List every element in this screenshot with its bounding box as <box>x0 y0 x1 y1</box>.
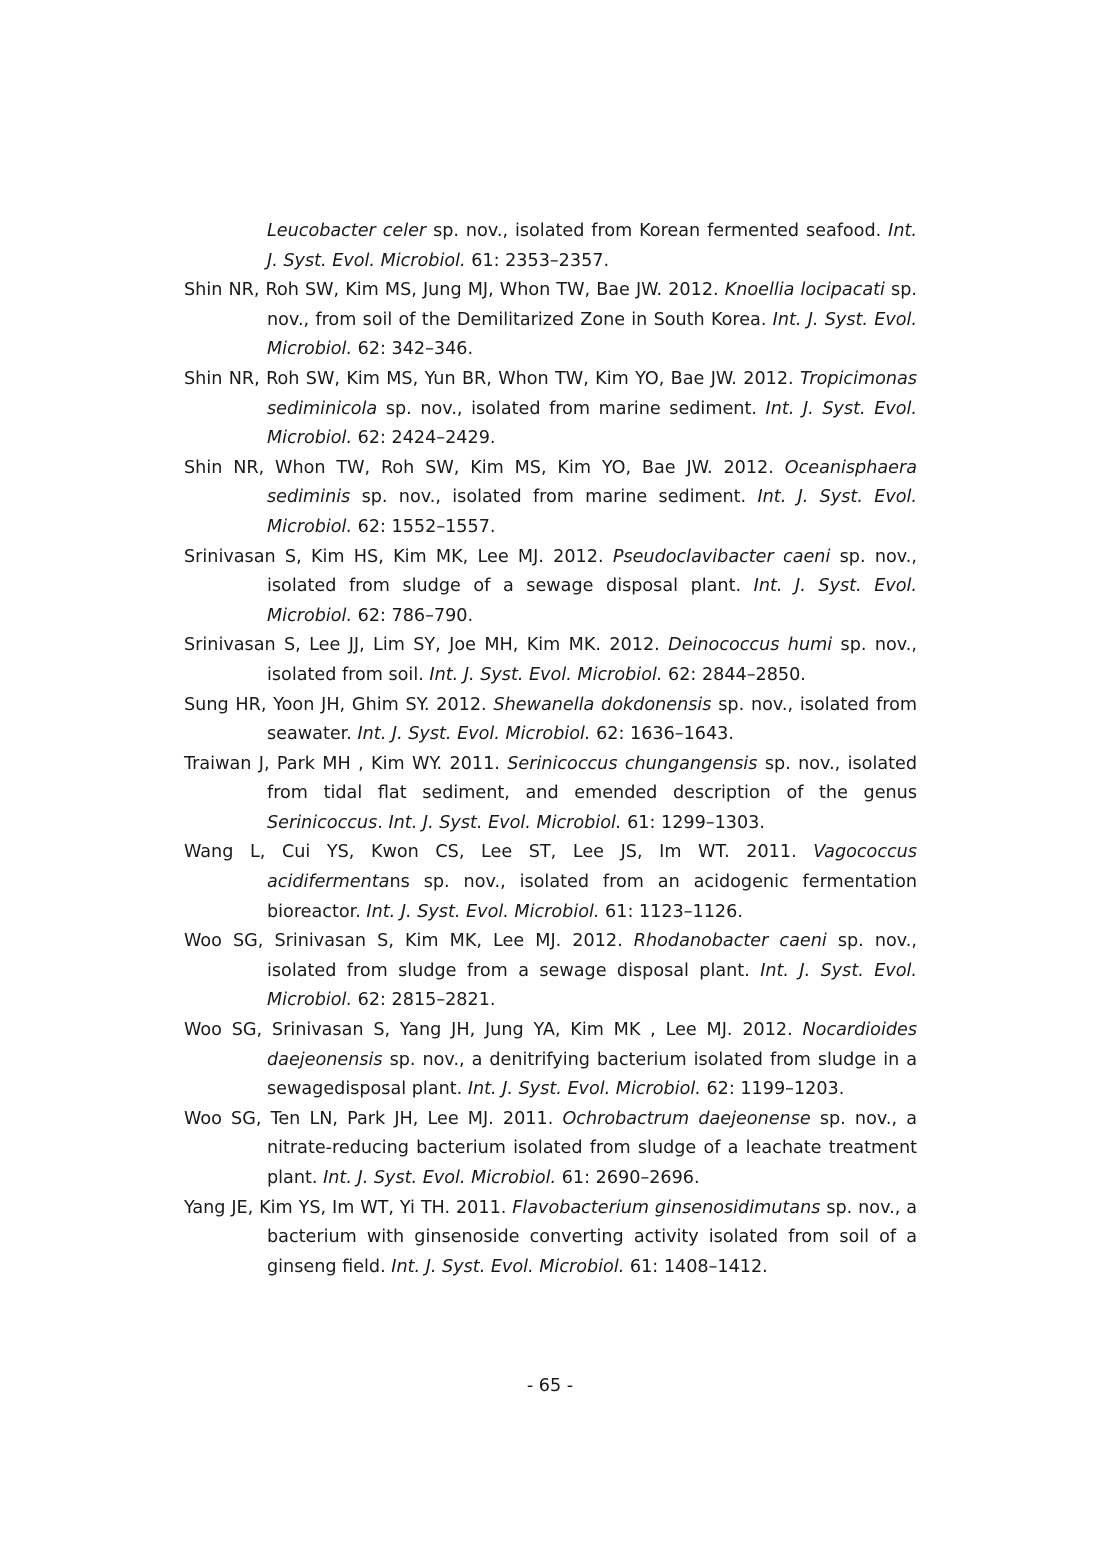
ref-text: sp. nov., isolated from soil. <box>267 635 917 685</box>
ref-text: sp. nov., isolated from tidal flat sediment, and emended description of the genus <box>267 753 918 804</box>
italic-text: Int. J. Syst. Evol. Microbiol. <box>267 576 918 626</box>
reference-entry <box>184 1105 917 1194</box>
ref-text: 62: 1199–1203. <box>700 1079 845 1100</box>
ref-text: 61: 1299–1303. <box>621 812 765 833</box>
ref-text: . <box>377 812 389 833</box>
reference-entry <box>184 631 917 690</box>
reference-entry <box>184 1016 917 1105</box>
ref-text: ns sp. nov., isolated from an acidogenic fermentation bioreactor. <box>267 872 917 922</box>
italic-text: Int. J. Syst. Evol. Microbiol. <box>467 1079 701 1100</box>
italic-text: Int. J. Syst. Evol. Microbiol. <box>391 1256 625 1277</box>
italic-text: Int. J. Syst. Evol. Microbiol. <box>267 221 917 271</box>
ref-text: sp. nov., a nitrate-reducing bacterium isolated from sludge of a leachate treatment plant. <box>267 1108 917 1188</box>
ref-text: 62: 786–790. <box>352 605 474 626</box>
ref-text: sp. nov., isolated from seawater. <box>267 694 918 745</box>
italic-text: Serinicoccus chungangensis <box>507 753 758 774</box>
italic-text: Int. J. Syst. Evol. Microbiol. <box>357 724 591 745</box>
ref-text: Traiwan J, Park MH , Kim WY. 2011. <box>184 753 508 774</box>
ref-text: Wang L, Cui YS, Kwon CS, Lee ST, Lee JS, Im WT. 2011. <box>184 842 814 863</box>
ref-text: 62: 1636–1643. <box>590 724 734 745</box>
ref-text: 62: 342–346. <box>352 339 474 360</box>
italic-text: Rhodanobacter caeni <box>633 931 827 952</box>
reference-entry <box>184 454 917 543</box>
italic-text: Pseudoclavibacter caeni <box>612 546 831 567</box>
ref-text: 61: 2690–2696. <box>556 1168 700 1188</box>
italic-text: Int. J. Syst. Evol. Microbiol. <box>366 901 600 922</box>
italic-text: Int. J. Syst. Evol. Microbiol. <box>429 664 663 685</box>
ref-text: 62: 2424–2429. <box>352 428 496 449</box>
ref-text: Srinivasan S, Lee JJ, Lim SY, Joe MH, Kim MK. 2012. <box>184 635 669 656</box>
ref-text: 62: 2815–2821. <box>352 990 496 1011</box>
ref-text: Yang JE, Kim YS, Im WT, Yi TH. 2011. <box>184 1197 513 1218</box>
ref-text: 62: 2844–2850. <box>662 664 806 685</box>
ref-text: sp. nov., isolated from Korean fermented seafood. <box>426 221 889 241</box>
reference-list <box>184 217 917 1282</box>
ref-text: sp. nov., a denitrifying bacterium isolated from sludge in a sewagedisposal plant. <box>267 1049 917 1100</box>
ref-text: Woo SG, Srinivasan S, Yang JH, Jung YA, Kim MK , Lee MJ. 2012. <box>184 1020 803 1041</box>
ref-text: Shin NR, Roh SW, Kim MS, Yun BR, Whon TW, Kim YO, Bae JW. 2012. <box>184 368 800 389</box>
reference-entry <box>184 927 917 1016</box>
page-number: - 65 - <box>526 1376 574 1396</box>
italic-text: Knoellia locipacati <box>724 280 885 301</box>
italic-text: Shewanella dokdonensis <box>493 694 712 715</box>
ref-text: Woo SG, Ten LN, Park JH, Lee MJ. 2011. <box>184 1108 563 1129</box>
reference-entry <box>184 365 917 454</box>
italic-text: Flavobacterium ginsenosidimutans <box>512 1197 821 1218</box>
ref-text: Sung HR, Yoon JH, Ghim SY. 2012. <box>184 694 494 715</box>
italic-text: Serinicoccus <box>267 812 378 833</box>
italic-text: Leucobacter celer <box>267 221 427 241</box>
italic-text: Int. J. Syst. Evol. Microbiol. <box>267 309 917 360</box>
reference-entry <box>184 1194 917 1283</box>
ref-text: Woo SG, Srinivasan S, Kim MK, Lee MJ. 2012. <box>184 931 634 952</box>
italic-text: Ochrobactrum daejeonense <box>562 1108 811 1129</box>
ref-text: sp. nov., from soil of the Demilitarized Zone in South Korea. <box>267 280 917 330</box>
italic-text: Tropicimonas sediminicola <box>267 368 917 419</box>
ref-text: sp. nov., isolated from marine sediment. <box>377 398 766 419</box>
ref-text: sp. nov., isolated from sludge from a sewage disposal plant. <box>267 931 917 981</box>
reference-entry <box>184 276 917 365</box>
ref-text: 62: 1552–1557. <box>352 516 496 537</box>
italic-text: Int. J. Syst. Evol. Microbiol. <box>267 960 917 1011</box>
reference-entry <box>184 543 917 632</box>
ref-text: Shin NR, Roh SW, Kim MS, Jung MJ, Whon TW, Bae JW. 2012. <box>184 280 725 301</box>
italic-text: Int. J. Syst. Evol. Microbiol. <box>267 487 917 537</box>
ref-text: 61: 1408–1412. <box>624 1256 768 1277</box>
ref-text: 61: 2353–2357. <box>465 250 610 271</box>
ref-text: sp. nov., isolated from sludge of a sewage disposal plant. <box>267 546 917 597</box>
italic-text: Int. J. Syst. Evol. Microbiol. <box>323 1168 557 1188</box>
italic-text: Nocardioides daejeonensis <box>267 1020 917 1070</box>
italic-text: Oceanisphaera sediminis <box>267 457 917 508</box>
italic-text: Vagococcus acidifermenta <box>267 842 917 893</box>
reference-entry <box>184 217 917 276</box>
reference-entry <box>184 838 917 927</box>
ref-text: 61: 1123–1126. <box>599 901 743 922</box>
ref-text: Srinivasan S, Kim HS, Kim MK, Lee MJ. 2012. <box>184 546 613 567</box>
ref-text: sp. nov., isolated from marine sediment. <box>350 487 758 508</box>
italic-text: Int. J. Syst. Evol. Microbiol. <box>267 398 917 449</box>
italic-text: Int. J. Syst. Evol. Microbiol. <box>388 812 622 833</box>
ref-text: sp. nov., a bacterium with ginsenoside converting activity isolated from soil of a ginseng field. <box>267 1197 917 1277</box>
reference-entry <box>184 691 917 750</box>
italic-text: Deinococcus humi <box>668 635 833 656</box>
ref-text: Shin NR, Whon TW, Roh SW, Kim MS, Kim YO, Bae JW. 2012. <box>184 457 785 478</box>
reference-entry <box>184 750 917 839</box>
